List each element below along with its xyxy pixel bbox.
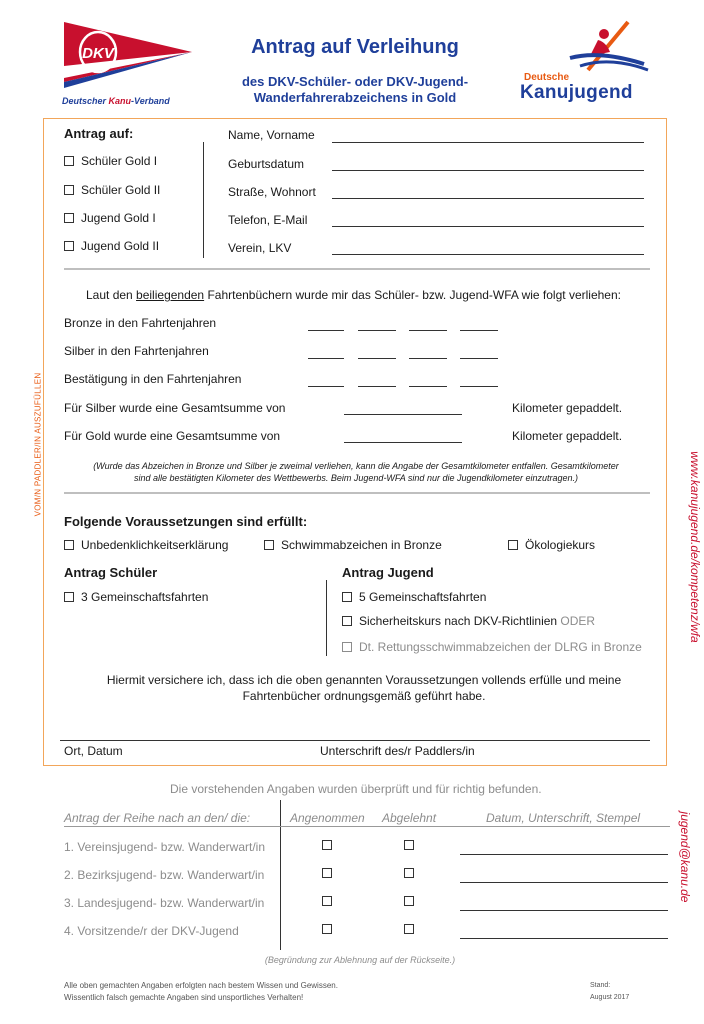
- gold-km-input[interactable]: [344, 442, 462, 443]
- field-street-label: Straße, Wohnort: [228, 185, 316, 199]
- year-field[interactable]: [460, 358, 498, 359]
- side-note-left: VOM/N PADDLER/IN AUSZUFÜLLEN: [33, 372, 43, 517]
- option-schueler-gold-1[interactable]: Schüler Gold I: [64, 154, 157, 168]
- year-field[interactable]: [409, 358, 447, 359]
- req-swim-badge[interactable]: Schwimmabzeichen in Bronze: [264, 538, 442, 552]
- checkbox-rejected[interactable]: [404, 868, 414, 878]
- req-clearance[interactable]: Unbedenklichkeitserklärung: [64, 538, 228, 552]
- year-field[interactable]: [409, 330, 447, 331]
- checkbox[interactable]: [264, 540, 274, 550]
- field-club-input[interactable]: [332, 254, 644, 255]
- separator: [64, 492, 650, 494]
- kanujugend-logo: [560, 20, 650, 76]
- field-phone-label: Telefon, E-Mail: [228, 213, 308, 227]
- silver-km-label: Kilometer gepaddelt.: [512, 401, 623, 415]
- confirm-label: Bestätigung in den Fahrtenjahren: [64, 372, 242, 386]
- year-field[interactable]: [358, 330, 396, 331]
- year-field[interactable]: [308, 330, 344, 331]
- checkbox[interactable]: [64, 156, 74, 166]
- checkbox-accepted[interactable]: [322, 868, 332, 878]
- jugend-heading: Antrag Jugend: [342, 565, 434, 580]
- year-field[interactable]: [308, 386, 344, 387]
- req-safety-course[interactable]: Sicherheitskurs nach DKV-Richtlinien ODER: [342, 614, 595, 628]
- checkbox[interactable]: [64, 540, 74, 550]
- requirements-heading: Folgende Voraussetzungen sind erfüllt:: [64, 514, 308, 529]
- signature-field[interactable]: [460, 938, 668, 939]
- bronze-label: Bronze in den Fahrtenjahren: [64, 316, 217, 330]
- checkbox[interactable]: [64, 185, 74, 195]
- req-ecology[interactable]: Ökologiekurs: [508, 538, 595, 552]
- review-row-2: 2. Bezirksjugend- bzw. Wanderwart/in: [64, 868, 265, 882]
- checkbox-rejected[interactable]: [404, 896, 414, 906]
- field-name-input[interactable]: [332, 142, 644, 143]
- antrag-heading: Antrag auf:: [64, 126, 134, 141]
- review-col-recipient: Antrag der Reihe nach an den/ die:: [64, 811, 251, 825]
- review-col-signature: Datum, Unterschrift, Stempel: [486, 811, 641, 825]
- dkv-logo-text: DKV: [82, 45, 114, 62]
- awards-intro: Laut den beiliegenden Fahrtenbüchern wurde mir das Schüler- bzw. Jugend-WFA wie folgt verliehen:: [86, 288, 621, 302]
- checkbox-accepted[interactable]: [322, 924, 332, 934]
- separator: [64, 268, 650, 270]
- gold-km-label: Kilometer gepaddelt.: [512, 429, 623, 443]
- awards-note: (Wurde das Abzeichen in Bronze und Silber je zweimal verliehen, kann die Angabe der Gesamtkilometer entfallen. Gesamtkilometer sind alle bestätigten Kilometer des Wettbewerbs. Beim Jugend-WFA sind nur die Jugendkilometer einzutragen.): [93, 461, 619, 483]
- year-field[interactable]: [358, 358, 396, 359]
- field-phone-input[interactable]: [332, 226, 644, 227]
- page-title: Antrag auf Verleihung: [251, 36, 459, 58]
- year-field[interactable]: [358, 386, 396, 387]
- divider: [280, 800, 281, 950]
- separator: [64, 826, 670, 827]
- field-birthdate-label: Geburtsdatum: [228, 157, 305, 171]
- field-club-label: Verein, LKV: [228, 241, 292, 255]
- checkbox-rejected[interactable]: [404, 924, 414, 934]
- declaration: Hiermit versichere ich, dass ich die oben genannten Voraussetzungen vollends erfülle und meine Fahrtenbücher ordnungsgemäß geführt habe.: [106, 673, 622, 703]
- divider: [203, 142, 204, 258]
- sig-name-label: Unterschrift des/r Paddlers/in: [320, 744, 475, 758]
- checkbox[interactable]: [64, 592, 74, 602]
- checkbox-accepted[interactable]: [322, 840, 332, 850]
- side-mail[interactable]: jugend@kanu.de: [678, 811, 692, 903]
- field-street-input[interactable]: [332, 198, 644, 199]
- signature-field[interactable]: [460, 910, 668, 911]
- side-url[interactable]: www.kanujugend.de/kompetenz/wfa: [688, 451, 702, 643]
- signature-line[interactable]: [60, 740, 650, 741]
- review-checked-text: Die vorstehenden Angaben wurden überprüft und für richtig befunden.: [170, 782, 542, 796]
- signature-field[interactable]: [460, 882, 668, 883]
- req-lifeguard[interactable]: Dt. Rettungsschwimmabzeichen der DLRG in Bronze: [342, 640, 642, 654]
- req-schueler-trips[interactable]: 3 Gemeinschaftsfahrten: [64, 590, 208, 604]
- schueler-heading: Antrag Schüler: [64, 565, 158, 580]
- dkv-caption: Deutscher Kanu-Verband: [62, 96, 170, 106]
- silver-total-label: Für Silber wurde eine Gesamtsumme von: [64, 401, 286, 415]
- kanujugend-small-label: Deutsche: [524, 72, 570, 83]
- year-field[interactable]: [308, 358, 344, 359]
- checkbox[interactable]: [508, 540, 518, 550]
- footer-stand: Stand: August 2017: [590, 982, 630, 1001]
- kanujugend-label: Kanujugend: [520, 82, 633, 103]
- checkbox-accepted[interactable]: [322, 896, 332, 906]
- review-row-1: 1. Vereinsjugend- bzw. Wanderwart/in: [64, 840, 265, 854]
- review-col-accepted: Angenommen: [290, 811, 365, 825]
- option-schueler-gold-2[interactable]: Schüler Gold II: [64, 183, 160, 197]
- review-row-4: 4. Vorsitzende/r der DKV-Jugend: [64, 924, 239, 938]
- checkbox[interactable]: [64, 213, 74, 223]
- checkbox[interactable]: [342, 616, 352, 626]
- dkv-logo: [64, 22, 192, 96]
- year-field[interactable]: [460, 386, 498, 387]
- option-jugend-gold-2[interactable]: Jugend Gold II: [64, 239, 159, 253]
- req-jugend-trips[interactable]: 5 Gemeinschaftsfahrten: [342, 590, 486, 604]
- silver-km-input[interactable]: [344, 414, 462, 415]
- checkbox[interactable]: [342, 642, 352, 652]
- checkbox-rejected[interactable]: [404, 840, 414, 850]
- checkbox[interactable]: [64, 241, 74, 251]
- year-field[interactable]: [409, 386, 447, 387]
- silver-label: Silber in den Fahrtenjahren: [64, 344, 209, 358]
- checkbox[interactable]: [342, 592, 352, 602]
- field-birthdate-input[interactable]: [332, 170, 644, 171]
- field-name-label: Name, Vorname: [228, 128, 315, 142]
- page-subtitle: des DKV-Schüler- oder DKV-Jugend- Wanderfahrerabzeichens in Gold: [241, 74, 469, 105]
- review-col-rejected: Abgelehnt: [382, 811, 437, 825]
- year-field[interactable]: [460, 330, 498, 331]
- gold-total-label: Für Gold wurde eine Gesamtsumme von: [64, 429, 281, 443]
- footer-disclaimer: Alle oben gemachten Angaben erfolgten nach bestem Wissen und Gewissen. Wissentlich falsch gemachte Angaben sind unsportliches Verhalten!: [64, 981, 338, 1002]
- review-row-3: 3. Landesjugend- bzw. Wanderwart/in: [64, 896, 265, 910]
- option-jugend-gold-1[interactable]: Jugend Gold I: [64, 211, 156, 225]
- signature-field[interactable]: [460, 854, 668, 855]
- divider: [326, 580, 327, 656]
- rejection-note: (Begründung zur Ablehnung auf der Rückseite.): [264, 955, 456, 965]
- sig-place-label: Ort, Datum: [64, 744, 123, 758]
